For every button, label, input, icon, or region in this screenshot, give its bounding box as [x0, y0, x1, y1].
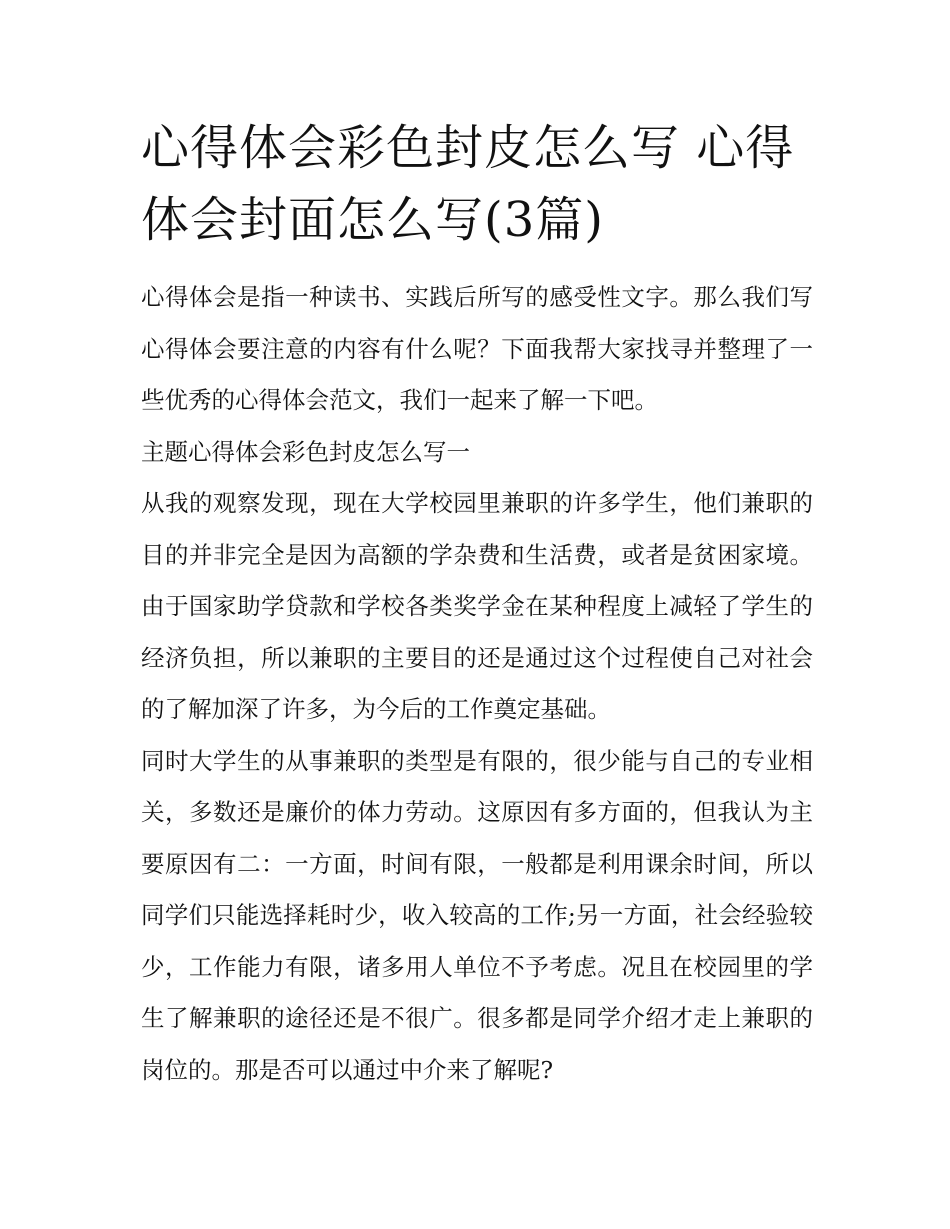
document-page — [141, 112, 813, 1096]
section-heading: 主题心得体会彩色封皮怎么写一 — [141, 437, 470, 466]
document-title: 心得体会彩色封皮怎么写 心得体会封面怎么写(3篇) — [141, 120, 795, 248]
body-paragraph: 从我的观察发现，现在大学校园里兼职的许多学生，他们兼职的目的并非完全是因为高额的学杂费和生活费，或者是贫困家境。由于国家助学贷款和学校各类奖学金在某种程度上减轻了学生的经济负担，所以兼职的主要目的还是通过这个过程使自己对社会的了解加深了许多，为今后的工作奠定基础。 — [141, 489, 813, 723]
body-paragraph: 同时大学生的从事兼职的类型是有限的，很少能与自己的专业相关，多数还是廉价的体力劳动。这原因有多方面的，但我认为主要原因有二：一方面，时间有限，一般都是利用课余时间，所以同学们只能选择耗时少，收入较高的工作;另一方面，社会经验较少，工作能力有限，诸多用人单位不予考虑。况且在校园里的学生了解兼职的途径还是不很广。很多都是同学介绍才走上兼职的岗位的。那是否可以通过中介来了解呢? — [141, 746, 813, 1084]
intro-paragraph: 心得体会是指一种读书、实践后所写的感受性文字。那么我们写心得体会要注意的内容有什么呢？下面我帮大家找寻并整理了一些优秀的心得体会范文，我们一起来了解一下吧。 — [141, 283, 813, 414]
